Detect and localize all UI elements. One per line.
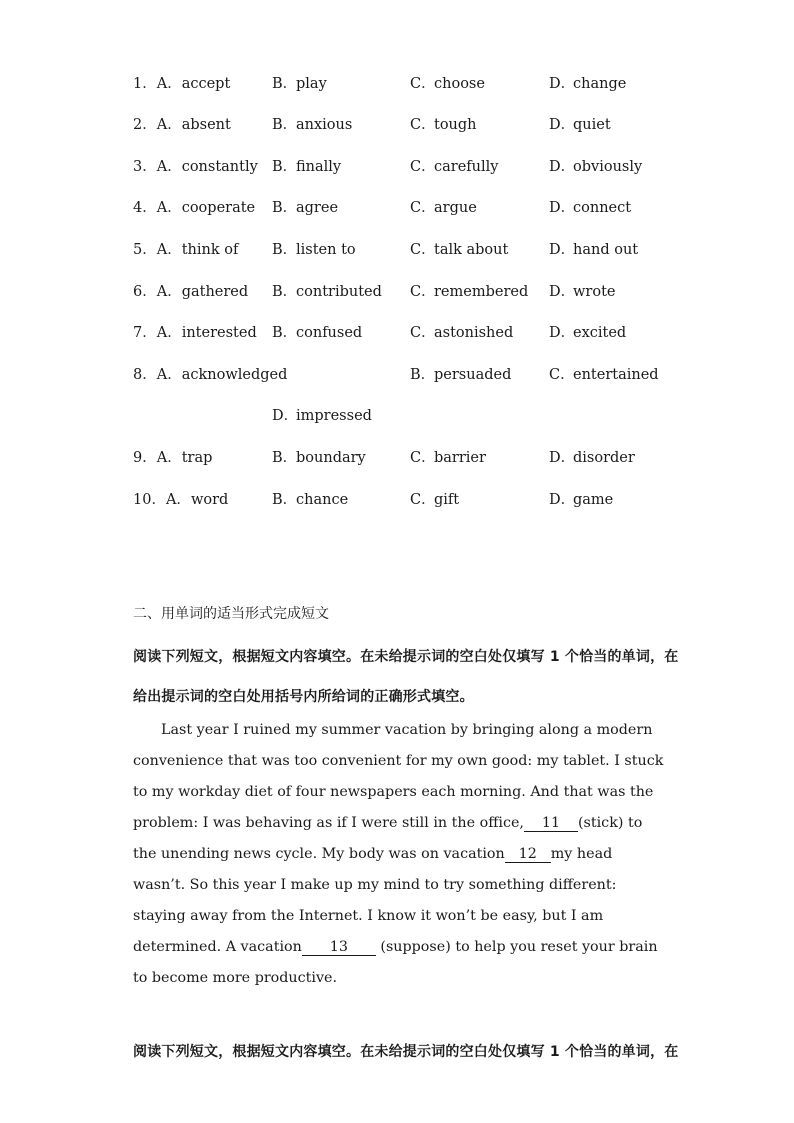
option-c: C．entertained xyxy=(549,367,659,383)
option-a-text: interested xyxy=(181,325,257,341)
instruction-line: 阅读下列短文，根据短文内容填空。在未给提示词的空白处仅填写 1 个恰当的单词，在 xyxy=(133,1044,679,1060)
question-number: 1．A．accept xyxy=(133,76,231,92)
passage-line: convenience that was too convenient for my own good: my tablet. I stuck xyxy=(133,753,664,769)
question-row xyxy=(0,113,794,135)
option-b: B．agree xyxy=(272,200,339,216)
question-row xyxy=(0,72,794,94)
option-a-text: constantly xyxy=(181,159,258,175)
question-number: 10．A．word xyxy=(133,492,229,508)
option-b: B．finally xyxy=(272,159,342,175)
question-row xyxy=(0,446,794,468)
question-number: 5．A．think of xyxy=(133,242,239,258)
blank-12[interactable]: 12 xyxy=(505,846,551,863)
option-c: C．remembered xyxy=(410,284,529,300)
passage-line: wasn’t. So this year I make up my mind to try something different: xyxy=(133,877,617,893)
option-b: B．confused xyxy=(272,325,363,341)
option-b: B．listen to xyxy=(272,242,356,258)
option-a-text: word xyxy=(190,492,229,508)
option-a-text: think of xyxy=(181,242,239,258)
option-d: D．game xyxy=(549,492,614,508)
instruction-line: 给出提示词的空白处用括号内所给词的正确形式填空。 xyxy=(133,689,474,705)
option-c: C．argue xyxy=(410,200,477,216)
question-row xyxy=(0,488,794,510)
section-title: 二、用单词的适当形式完成短文 xyxy=(133,606,329,622)
option-b: B．chance xyxy=(272,492,349,508)
option-c: C．gift xyxy=(410,492,460,508)
option-d: D．wrote xyxy=(549,284,616,300)
option-a-text: trap xyxy=(181,450,213,466)
option-d: D．impressed xyxy=(272,408,372,424)
passage-line: the unending news cycle. My body was on vacation 12 my head xyxy=(133,846,613,862)
option-b: B．contributed xyxy=(272,284,382,300)
option-a-text: acknowledged xyxy=(181,367,288,383)
question-number: 9．A．trap xyxy=(133,450,213,466)
question-row-continued xyxy=(0,404,794,426)
option-c: C．tough xyxy=(410,117,477,133)
option-d: D．connect xyxy=(549,200,632,216)
passage-line: Last year I ruined my summer vacation by bringing along a modern xyxy=(161,722,653,738)
blank-13[interactable]: 13 xyxy=(302,939,376,956)
option-b: B．boundary xyxy=(272,450,366,466)
option-d: D．excited xyxy=(549,325,627,341)
question-number: 6．A．gathered xyxy=(133,284,249,300)
option-b: B．play xyxy=(272,76,327,92)
option-c: C．talk about xyxy=(410,242,509,258)
option-c: C．carefully xyxy=(410,159,499,175)
passage-line: to my workday diet of four newspapers each morning. And that was the xyxy=(133,784,654,800)
question-row xyxy=(0,238,794,260)
passage-line: determined. A vacation 13 (suppose) to help you reset your brain xyxy=(133,939,658,955)
option-c: C．barrier xyxy=(410,450,486,466)
question-number: 4．A．cooperate xyxy=(133,200,256,216)
question-row xyxy=(0,280,794,302)
option-d: D．change xyxy=(549,76,627,92)
option-a-text: absent xyxy=(181,117,231,133)
blank-11[interactable]: 11 xyxy=(524,815,578,832)
question-row xyxy=(0,363,794,385)
question-number: 3．A．constantly xyxy=(133,159,258,175)
instruction-line: 阅读下列短文，根据短文内容填空。在未给提示词的空白处仅填写 1 个恰当的单词，在 xyxy=(133,649,679,665)
question-row xyxy=(0,321,794,343)
option-c: C．astonished xyxy=(410,325,514,341)
option-b: B．anxious xyxy=(272,117,353,133)
passage-line: problem: I was behaving as if I were still in the office, 11 (stick) to xyxy=(133,815,643,831)
option-a-text: accept xyxy=(181,76,231,92)
option-d: D．hand out xyxy=(549,242,639,258)
question-row xyxy=(0,155,794,177)
option-d: D．quiet xyxy=(549,117,611,133)
option-d: D．disorder xyxy=(549,450,635,466)
option-b: B．persuaded xyxy=(410,367,512,383)
passage-line: to become more productive. xyxy=(133,970,338,986)
question-number: 7．A．interested xyxy=(133,325,257,341)
question-row xyxy=(0,196,794,218)
passage-line: staying away from the Internet. I know it won’t be easy, but I am xyxy=(133,908,604,924)
option-a-text: cooperate xyxy=(181,200,256,216)
option-c: C．choose xyxy=(410,76,485,92)
question-number: 8．A．acknowledged xyxy=(133,367,288,383)
option-a-text: gathered xyxy=(181,284,249,300)
option-d: D．obviously xyxy=(549,159,643,175)
question-number: 2．A．absent xyxy=(133,117,231,133)
